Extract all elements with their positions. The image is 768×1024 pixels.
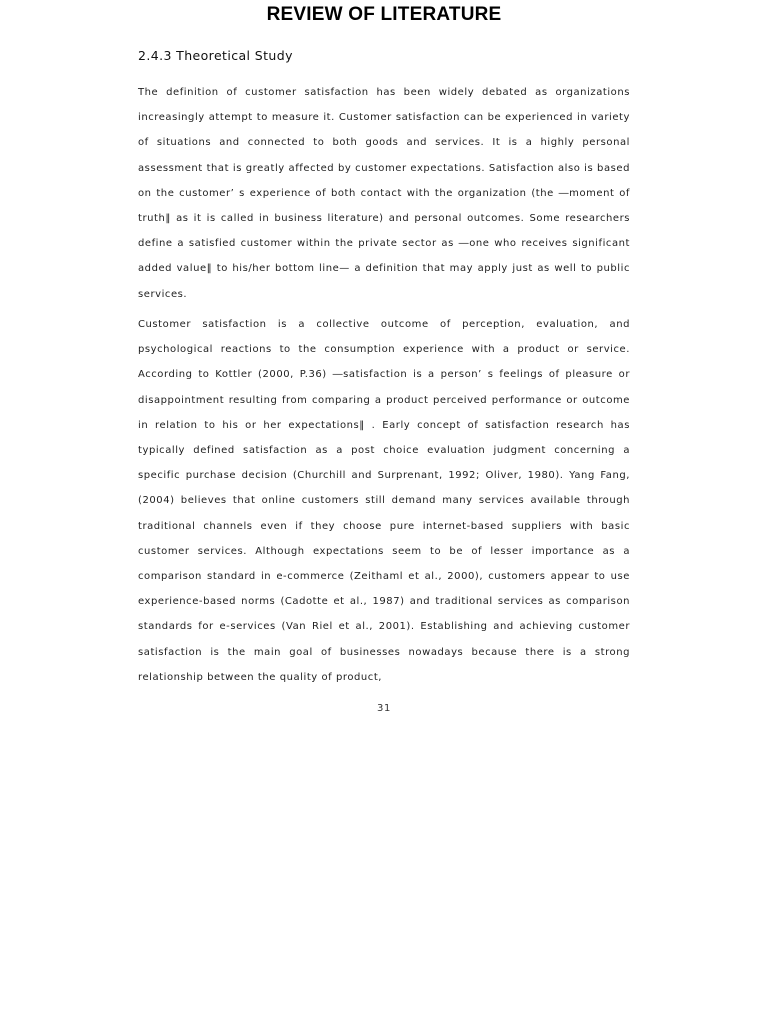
- page-number: 31: [377, 703, 391, 714]
- page-title: REVIEW OF LITERATURE: [266, 4, 502, 25]
- body-paragraph: The definition of customer satisfaction has been widely debated as organizations increasingly attempt to measure it. Customer satisfaction can be experienced in variety of situations and connected to both goods and services. It is a highly personal assessment that is greatly affected by customer expectations. Satisfaction also is based on the customer’ s experience of both contact with the organization (the ―moment of truth‖ as it is called in business literature) and personal outcomes. Some researchers define a satisfied customer within the private sector as ―one who receives significant added value‖ to his/her bottom line— a definition that may apply just as well to public services.: [138, 87, 630, 300]
- section-heading: 2.4.3 Theoretical Study: [138, 48, 293, 63]
- body-paragraph: Customer satisfaction is a collective outcome of perception, evaluation, and psychological reactions to the consumption experience with a product or service. According to Kottler (2000, P.36) ―satisfaction is a person’ s feelings of pleasure or disappointment resulting from comparing a product perceived performance or outcome in relation to his or her expectations‖ . Early concept of satisfaction research has typically defined satisfaction as a post choice evaluation judgment concerning a specific purchase decision (Churchill and Surprenant, 1992; Oliver, 1980). Yang Fang, (2004) believes that online customers still demand many services available through traditional channels even if they choose pure internet-based suppliers with basic customer services. Although expectations seem to be of lesser importance as a comparison standard in e-commerce (Zeithaml et al., 2000), customers appear to use experience-based norms (Cadotte et al., 1987) and traditional services as comparison standards for e-services (Van Riel et al., 2001). Establishing and achieving customer satisfaction is the main goal of businesses nowadays because there is a strong relationship between the quality of product,: [138, 319, 630, 683]
